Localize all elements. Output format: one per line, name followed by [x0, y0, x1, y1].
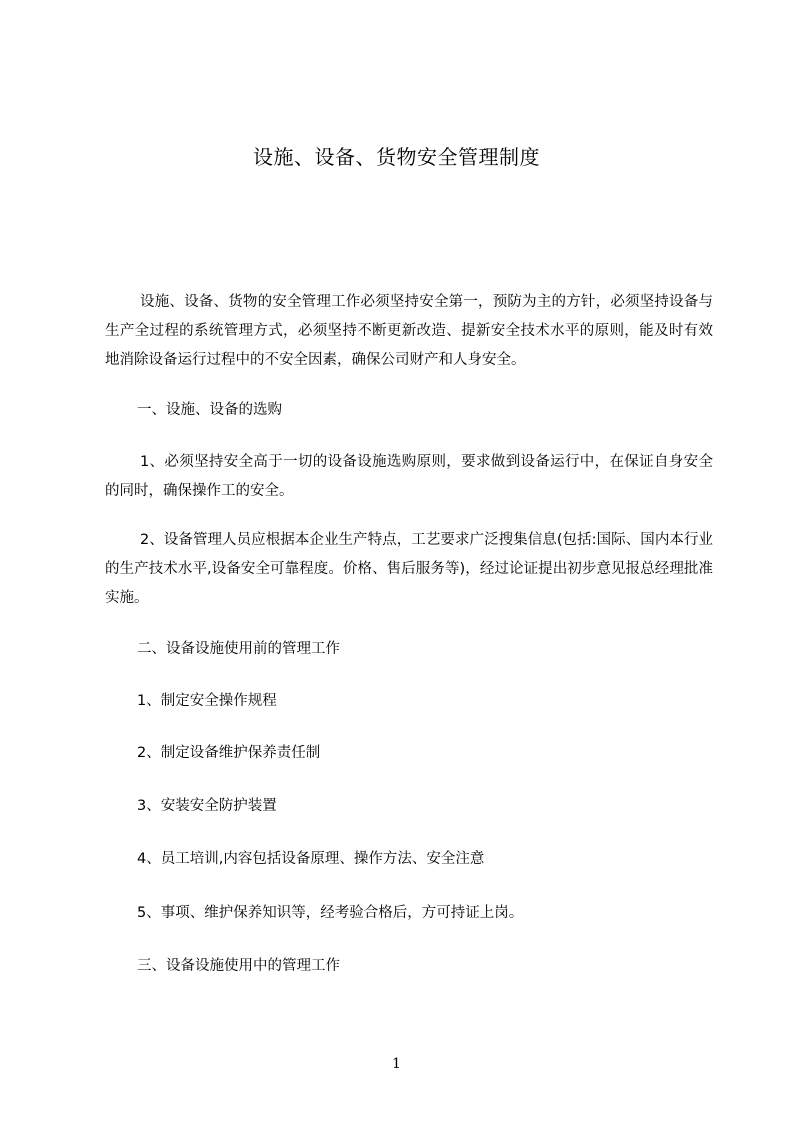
section-1-heading: 一、设施、设备的选购	[137, 402, 282, 418]
section-2-item: 5、事项、维护保养知识等，经考验合格后，方可持证上岗。	[137, 905, 524, 921]
section-3-heading: 三、设备设施使用中的管理工作	[137, 958, 340, 974]
section-2-heading: 二、设备设施使用前的管理工作	[137, 641, 340, 657]
intro-paragraph: 设施、设备、货物的安全管理工作必须坚持安全第一，预防为主的方针，必须坚持设备与生产全过程的系统管理方式，必须坚持不断更新改造、提新安全技术水平的原则，能及时有效地消除设备运行过程中的不安全因素，确保公司财产和人身安全。	[105, 294, 713, 368]
section-2-item: 4、员工培训,内容包括设备原理、操作方法、安全注意	[137, 851, 485, 867]
document-title: 设施、设备、货物安全管理制度	[253, 145, 540, 169]
page-number: 1	[392, 1056, 401, 1072]
section-2-item: 1、制定安全操作规程	[137, 693, 277, 709]
section-2-item: 2、制定设备维护保养责任制	[137, 745, 321, 761]
section-1-paragraph-2: 2、设备管理人员应根据本企业生产特点，工艺要求广泛搜集信息(包括:国际、国内本行业的生产技术水平,设备安全可靠程度。价格、售后服务等)，经过论证提出初步意见报总经理批准实施。	[105, 532, 713, 606]
section-1-paragraph-1: 1、必须坚持安全高于一切的设备设施选购原则，要求做到设备运行中，在保证自身安全的同时，确保操作工的安全。	[105, 454, 713, 499]
section-2-item: 3、安装安全防护装置	[137, 798, 277, 814]
